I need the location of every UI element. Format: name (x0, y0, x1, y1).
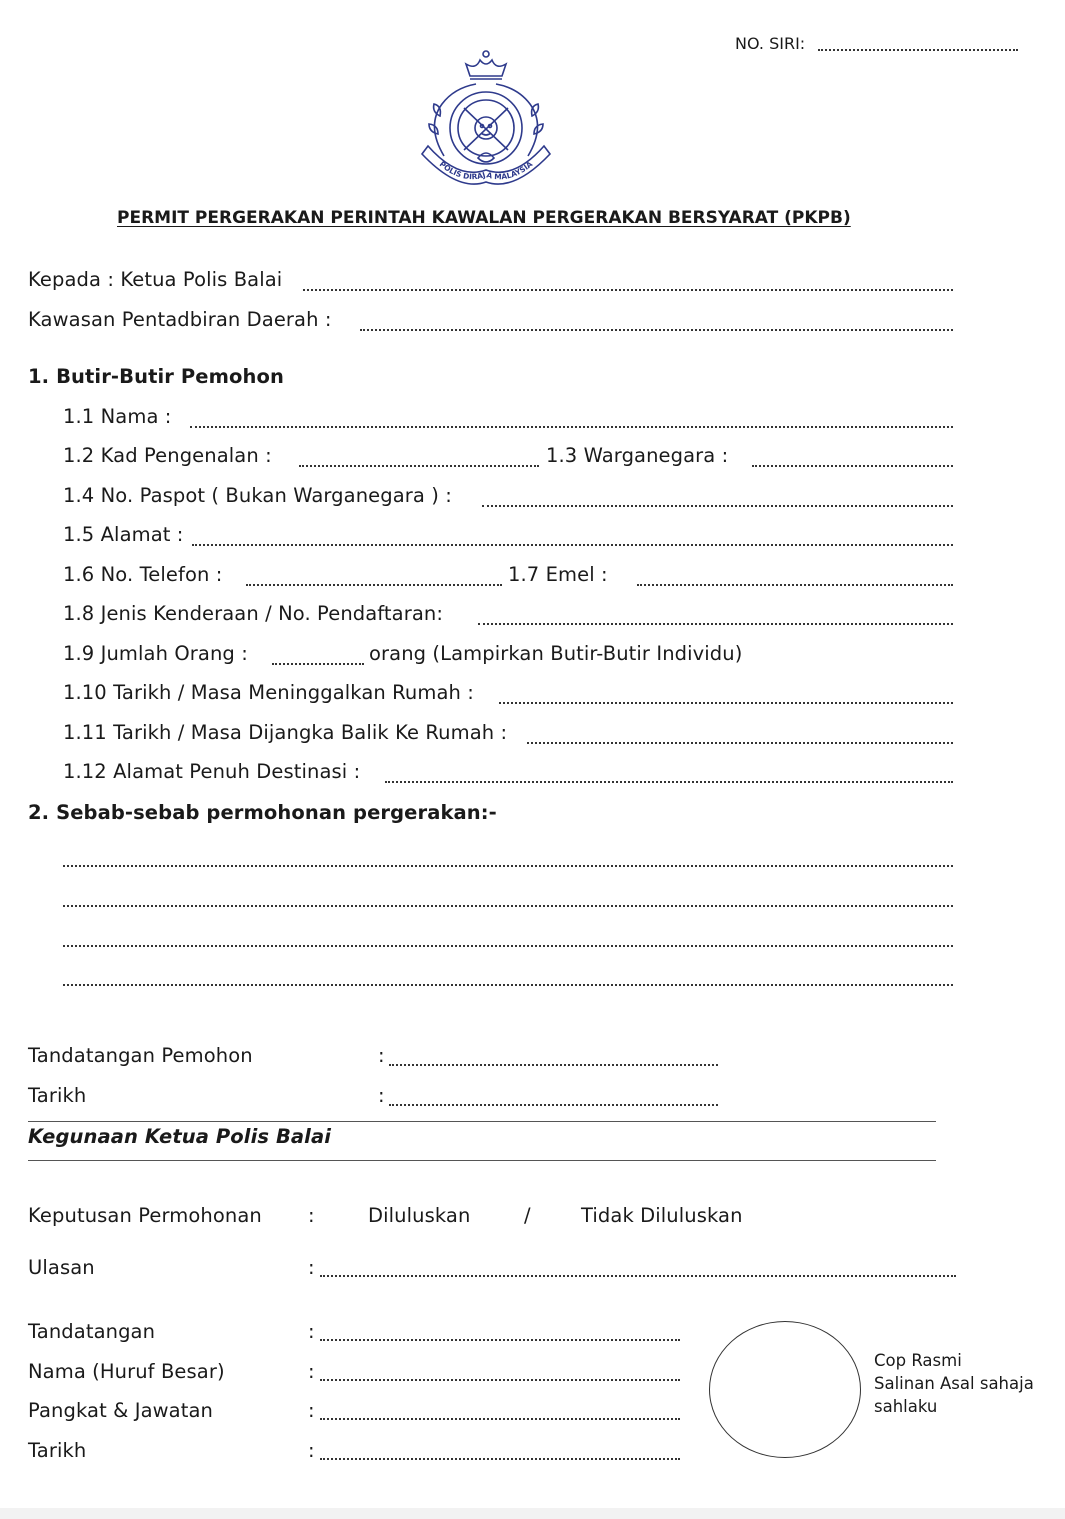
serial-number-field[interactable] (818, 49, 1018, 51)
colon: : (308, 1320, 315, 1343)
keputusan-label: Keputusan Permohonan (28, 1204, 262, 1227)
kawasan-label: Kawasan Pentadbiran Daerah : (28, 308, 332, 331)
svg-text:POLIS DIRAJA MALAYSIA (438, 159, 535, 181)
tarikh-tinggal-field[interactable] (499, 702, 953, 704)
reason-line-4[interactable] (63, 984, 953, 986)
divider-top (28, 1121, 936, 1122)
official-stamp-area[interactable] (709, 1321, 861, 1458)
tarikh-tinggal-label: 1.10 Tarikh / Masa Meninggalkan Rumah : (63, 681, 474, 704)
paspot-label: 1.4 No. Paspot ( Bukan Warganegara ) : (63, 484, 452, 507)
tarikh-field[interactable] (320, 1458, 680, 1460)
kawasan-field[interactable] (360, 329, 953, 331)
nama-field[interactable] (190, 426, 953, 428)
stamp-label: Cop Rasmi (874, 1351, 962, 1370)
stamp-note: Salinan Asal sahaja (874, 1374, 1034, 1393)
tandatangan-field[interactable] (320, 1339, 680, 1341)
tandatangan-pemohon-label: Tandatangan Pemohon (28, 1044, 253, 1067)
kepada-label: Kepada : Ketua Polis Balai (28, 268, 283, 291)
jumlah-orang-field[interactable] (272, 663, 364, 665)
tarikh-balik-field[interactable] (527, 742, 953, 744)
colon: : (308, 1360, 315, 1383)
tarikh-pemohon-field[interactable] (389, 1104, 718, 1106)
option-separator: / (524, 1204, 531, 1227)
section1-heading: 1. Butir-Butir Pemohon (28, 365, 284, 388)
colon: : (308, 1439, 315, 1462)
alamat-field[interactable] (192, 544, 953, 546)
colon: : (308, 1204, 315, 1227)
section2-heading: 2. Sebab-sebab permohonan pergerakan:- (28, 801, 497, 824)
page-title: PERMIT PERGERAKAN PERINTAH KAWALAN PERGERAKAN BERSYARAT (PKPB) (117, 208, 851, 228)
pangkat-jawatan-label: Pangkat & Jawatan (28, 1399, 213, 1422)
jumlah-orang-suffix: orang (Lampirkan Butir-Butir Individu) (369, 642, 743, 665)
reason-line-2[interactable] (63, 905, 953, 907)
tidak-diluluskan-option[interactable]: Tidak Diluluskan (581, 1204, 743, 1227)
kenderaan-label: 1.8 Jenis Kenderaan / No. Pendaftaran: (63, 602, 444, 625)
tarikh-label: Tarikh (28, 1439, 87, 1462)
tarikh-pemohon-label: Tarikh (28, 1084, 87, 1107)
ulasan-label: Ulasan (28, 1256, 95, 1279)
nama-label: 1.1 Nama : (63, 405, 172, 428)
divider-bottom (28, 1160, 936, 1161)
colon: : (308, 1399, 315, 1422)
kad-pengenalan-field[interactable] (299, 465, 539, 467)
pangkat-jawatan-field[interactable] (320, 1418, 680, 1420)
kepada-field[interactable] (303, 289, 953, 291)
page-bottom-edge (0, 1508, 1065, 1519)
office-use-heading: Kegunaan Ketua Polis Balai (28, 1125, 332, 1148)
emblem-banner (418, 46, 554, 190)
jumlah-orang-label: 1.9 Jumlah Orang : (63, 642, 248, 665)
police-emblem (418, 46, 554, 190)
tandatangan-pemohon-field[interactable] (389, 1064, 718, 1066)
telefon-field[interactable] (246, 584, 502, 586)
emblem-banner-text: POLIS DIRAJA MALAYSIA (437, 159, 535, 182)
ulasan-field[interactable] (320, 1275, 956, 1277)
colon: : (308, 1256, 315, 1279)
tarikh-balik-label: 1.11 Tarikh / Masa Dijangka Balik Ke Rumah : (63, 721, 508, 744)
tandatangan-label: Tandatangan (28, 1320, 156, 1343)
kenderaan-field[interactable] (478, 623, 953, 625)
stamp-validity: sahlaku (874, 1397, 938, 1416)
colon: : (378, 1084, 385, 1107)
paspot-field[interactable] (482, 505, 953, 507)
destinasi-field[interactable] (385, 781, 953, 783)
serial-number-label: NO. SIRI: (735, 34, 806, 53)
warganegara-field[interactable] (752, 465, 953, 467)
emel-field[interactable] (637, 584, 953, 586)
colon: : (378, 1044, 385, 1067)
destinasi-label: 1.12 Alamat Penuh Destinasi : (63, 760, 361, 783)
emel-label: 1.7 Emel : (508, 563, 608, 586)
telefon-label: 1.6 No. Telefon : (63, 563, 223, 586)
diluluskan-option[interactable]: Diluluskan (368, 1204, 471, 1227)
nama-huruf-besar-field[interactable] (320, 1379, 680, 1381)
kad-pengenalan-label: 1.2 Kad Pengenalan : (63, 444, 272, 467)
alamat-label: 1.5 Alamat : (63, 523, 184, 546)
reason-line-1[interactable] (63, 865, 953, 867)
nama-huruf-besar-label: Nama (Huruf Besar) (28, 1360, 225, 1383)
reason-line-3[interactable] (63, 945, 953, 947)
warganegara-label: 1.3 Warganegara : (546, 444, 729, 467)
